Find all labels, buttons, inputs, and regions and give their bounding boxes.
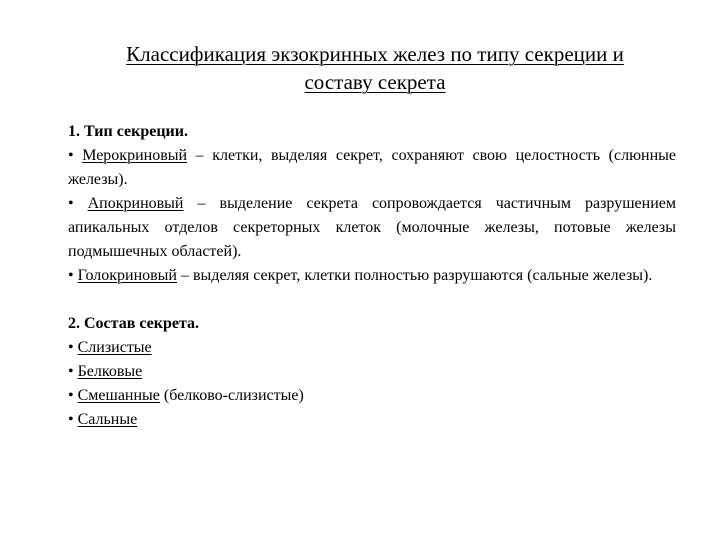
bullet: • [68,267,78,284]
list-item-mixed [68,384,676,408]
description-merocrine: – клетки, выделяя секрет, сохраняют свою целостность (слюнные железы). [68,147,676,188]
list-item-apocrine [68,192,676,264]
bullet: • [68,339,78,356]
bullet: • [68,411,78,428]
list-item-sebaceous [68,408,676,432]
term-merocrine: Мерокриновый [82,147,188,164]
description-apocrine: – выделение секрета сопровождается частичным разрушением апикальных отделов секреторных клеток (молочные железы, потовые железы подмышечных областей). [68,195,676,260]
section-spacer [68,288,676,312]
bullet: • [68,387,78,404]
list-item-merocrine [68,144,676,192]
bullet: • [68,195,88,212]
bullet: • [68,147,83,164]
section-2-heading: 2. Состав секрета. [68,315,200,332]
term-apocrine: Апокриновый [87,195,184,212]
description-holocrine: – выделяя секрет, клетки полностью разрушаются (сальные железы). [177,267,653,284]
term-mucous: Слизистые [77,339,152,356]
list-item-holocrine [68,264,676,288]
term-sebaceous: Сальные [77,411,138,428]
list-item-mucous [68,336,676,360]
term-serous: Белковые [77,363,143,380]
description-mixed: (белково-слизистые) [159,387,304,404]
list-item-serous [68,360,676,384]
term-mixed: Смешанные [77,387,160,404]
title-line-2: составу секрета [304,70,446,94]
term-holocrine: Голокриновый [77,267,177,284]
bullet: • [68,363,78,380]
slide-title [70,40,680,96]
slide-content [68,120,676,432]
title-line-1: Классификация экзокринных желез по типу секреции и [126,42,624,66]
section-1-heading: 1. Тип секреции. [68,123,188,140]
